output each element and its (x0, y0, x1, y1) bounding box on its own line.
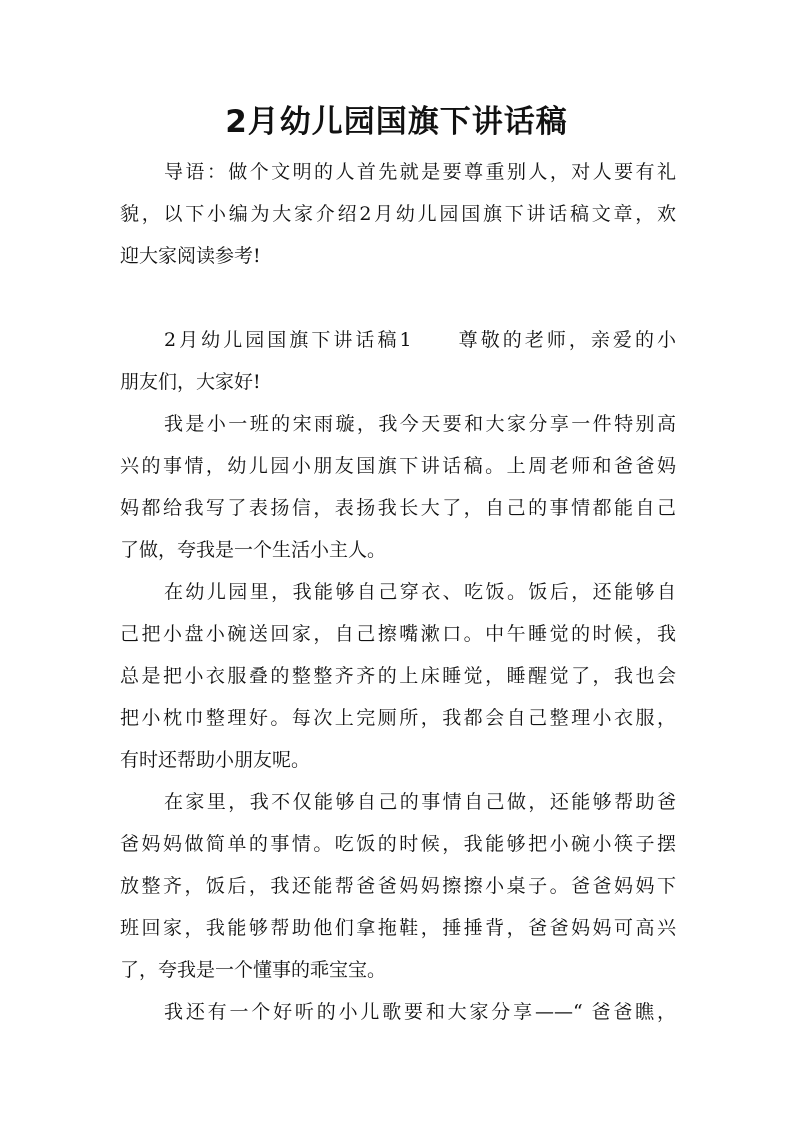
text-line: 朋友们，大家好! (120, 371, 261, 393)
paragraph (120, 571, 676, 781)
text-line: 了，夸我是一个懂事的乖宝宝。 (120, 959, 387, 981)
text-line: 迎大家阅读参考! (120, 245, 261, 267)
text-line: 把小枕巾整理好。每次上完厕所，我都会自己整理小衣服， (120, 707, 676, 729)
paragraph (120, 319, 676, 403)
text-line: 在幼儿园里，我能够自己穿衣、吃饭。饭后，还能够自 (164, 581, 676, 603)
text-line: 妈都给我写了表扬信，表扬我长大了，自己的事情都能自己 (120, 497, 676, 519)
text-line: 爸妈妈做简单的事情。吃饭的时候，我能够把小碗小筷子摆 (120, 833, 676, 855)
text-line: 我还有一个好听的小儿歌要和大家分享——“ 爸爸瞧， (164, 1001, 676, 1023)
text-line: 貌，以下小编为大家介绍2月幼儿园国旗下讲话稿文章，欢 (120, 203, 676, 225)
text-line: 班回家，我能够帮助他们拿拖鞋，捶捶背，爸爸妈妈可高兴 (120, 917, 676, 939)
text-line: 己把小盘小碗送回家，自己擦嘴漱口。中午睡觉的时候，我 (120, 623, 676, 645)
text-line: 我是小一班的宋雨璇，我今天要和大家分享一件特别高 (164, 413, 676, 435)
text-line: 有时还帮助小朋友呢。 (120, 749, 311, 771)
text-line: 了做，夸我是一个生活小主人。 (120, 539, 387, 561)
text-line: 总是把小衣服叠的整整齐齐的上床睡觉，睡醒觉了，我也会 (120, 665, 676, 687)
text-line: 兴的事情，幼儿园小朋友国旗下讲话稿。上周老师和爸爸妈 (120, 455, 676, 477)
paragraph (120, 991, 676, 1033)
paragraph (120, 781, 676, 991)
text-line: 2月幼儿园国旗下讲话稿1 尊敬的老师，亲爱的小 (164, 329, 676, 351)
text-line: 放整齐，饭后，我还能帮爸爸妈妈擦擦小桌子。爸爸妈妈下 (120, 875, 676, 897)
text-line: 在家里，我不仅能够自己的事情自己做，还能够帮助爸 (164, 791, 676, 813)
paragraph (120, 403, 676, 571)
document-title: 2月幼儿园国旗下讲话稿 (225, 104, 568, 140)
text-line: 导语：做个文明的人首先就是要尊重别人，对人要有礼 (164, 161, 676, 183)
paragraph (120, 151, 676, 277)
